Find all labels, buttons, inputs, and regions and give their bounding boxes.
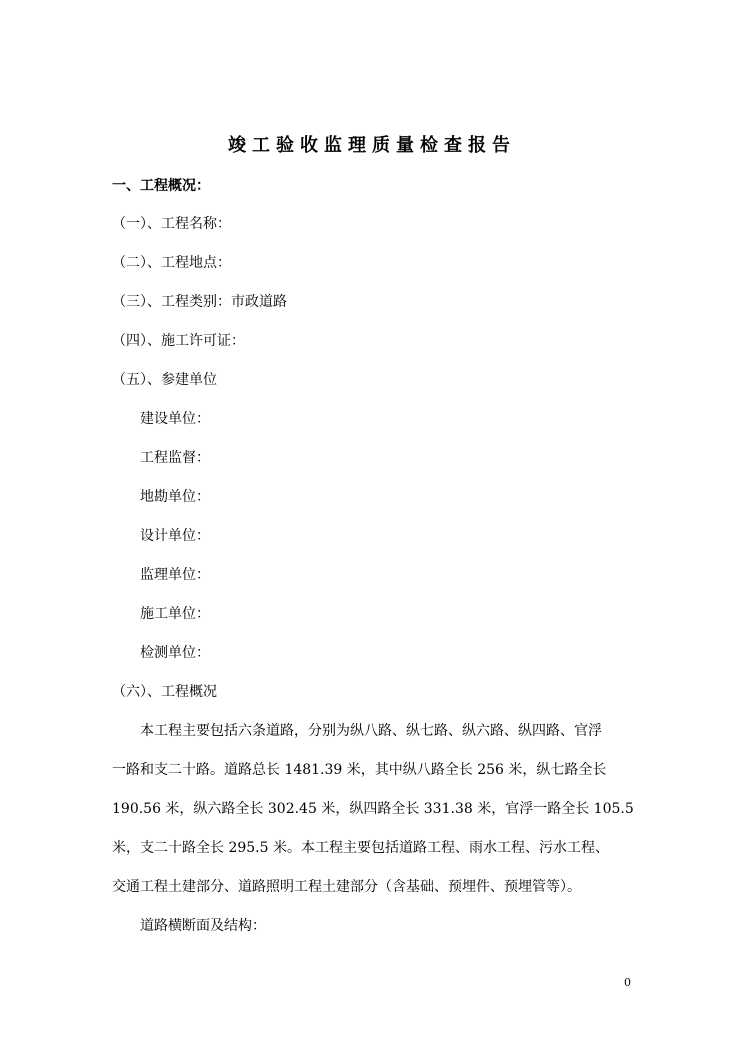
cross-section-heading: 道路横断面及结构： xyxy=(140,918,266,934)
item-project-name: （一）、工程名称： xyxy=(112,216,231,232)
unit-survey: 地勘单位： xyxy=(140,489,210,505)
section-heading-overview: 一、工程概况： xyxy=(112,178,210,194)
unit-supervision-authority: 工程监督： xyxy=(140,450,210,466)
unit-construction-owner: 建设单位： xyxy=(140,411,210,427)
item-participating-units: （五）、参建单位 xyxy=(112,372,217,388)
page-number: 0 xyxy=(624,976,631,989)
unit-supervisor: 监理单位： xyxy=(140,567,210,583)
item-project-location: （二）、工程地点： xyxy=(112,255,231,271)
item-construction-permit: （四）、施工许可证： xyxy=(112,333,245,349)
overview-paragraph-line: 一路和支二十路。道路总长 1481.39 米，其中纵八路全长 256 米，纵七路全长 xyxy=(112,762,607,778)
item-project-overview: （六）、工程概况 xyxy=(112,684,217,700)
overview-paragraph-line: 本工程主要包括六条道路，分别为纵八路、纵七路、纵六路、纵四路、官浮 xyxy=(140,723,602,739)
overview-paragraph-line: 米，支二十路全长 295.5 米。本工程主要包括道路工程、雨水工程、污水工程、 xyxy=(112,840,609,856)
unit-testing: 检测单位： xyxy=(140,645,210,661)
unit-design: 设计单位： xyxy=(140,528,210,544)
overview-paragraph-line: 交通工程土建部分、道路照明工程土建部分（含基础、预埋件、预埋管等）。 xyxy=(112,879,581,895)
item-project-category: （三）、工程类别：市政道路 xyxy=(112,294,287,310)
unit-contractor: 施工单位： xyxy=(140,606,210,622)
overview-paragraph-line: 190.56 米，纵六路全长 302.45 米，纵四路全长 331.38 米，官浮一路全长 105.5 xyxy=(112,801,634,817)
page-title: 竣工验收监理质量检查报告 xyxy=(228,135,516,156)
